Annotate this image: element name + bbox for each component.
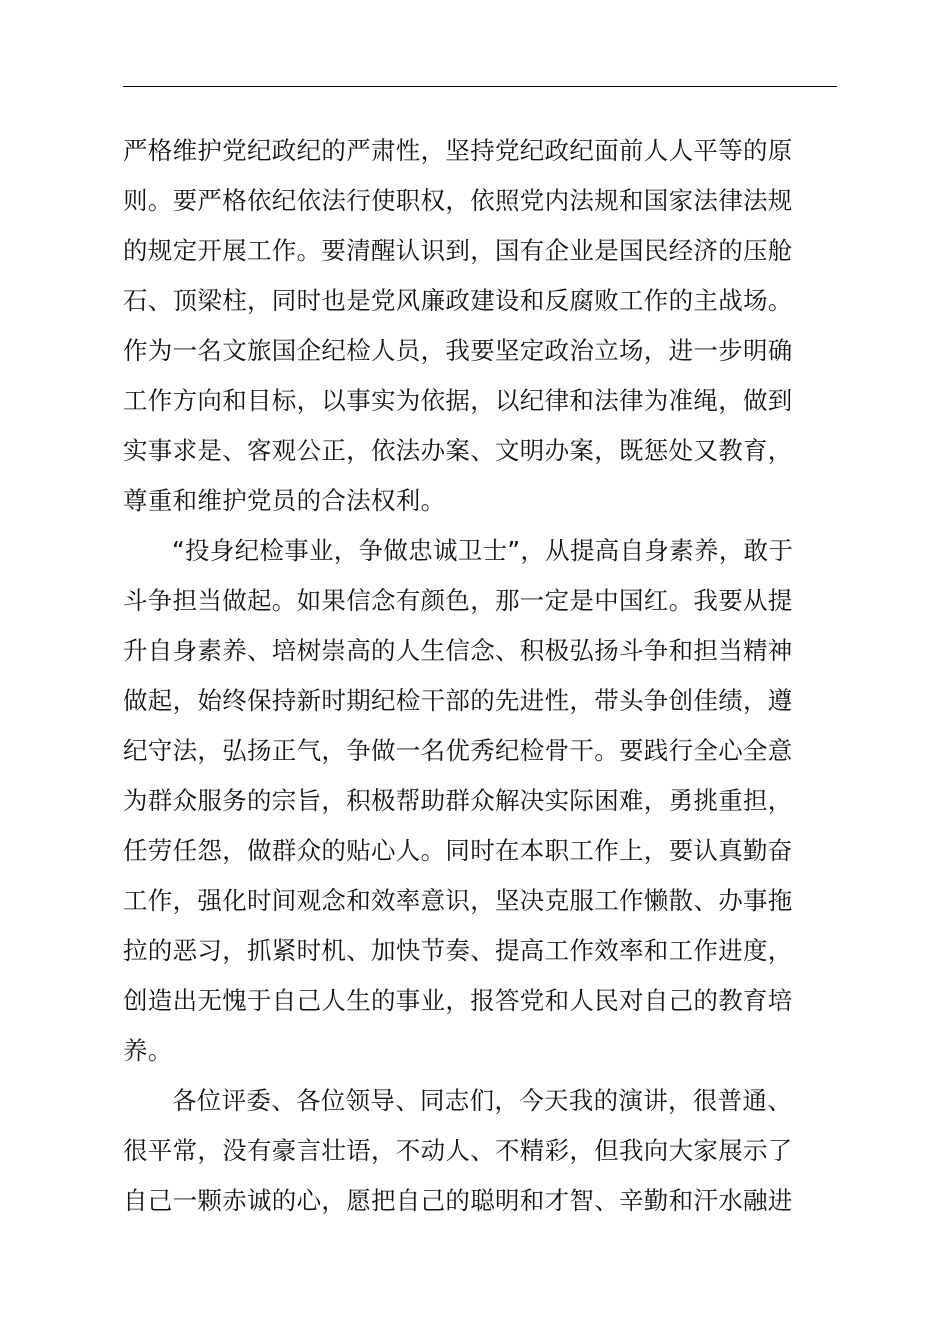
text-line: 纪守法，弘扬正气，争做一名优秀纪检骨干。要践行全心全意 [123, 736, 793, 765]
text-line-first: 各位评委、各位领导、同志们，今天我的演讲，很普通、 [172, 1086, 792, 1115]
text-line: 创造出无愧于自己人生的事业，报答党和人民对自己的教育培 [123, 986, 793, 1015]
text-line: 则。要严格依纪依法行使职权，依照党内法规和国家法律法规 [123, 186, 793, 215]
document-body [123, 126, 839, 1226]
header-rule [123, 86, 837, 87]
text-line: 养。 [123, 1036, 173, 1065]
text-line: 自己一颗赤诚的心，愿把自己的聪明和才智、辛勤和汗水融进 [123, 1186, 793, 1215]
text-line: 为群众服务的宗旨，积极帮助群众解决实际困难，勇挑重担， [123, 786, 793, 815]
paragraph-3 [123, 1076, 839, 1226]
text-line: 作为一名文旅国企纪检人员，我要坚定政治立场，进一步明确 [123, 336, 793, 365]
text-line: 工作，强化时间观念和效率意识，坚决克服工作懒散、办事拖 [123, 886, 793, 915]
paragraph-2 [123, 526, 839, 1076]
text-line: 任劳任怨，做群众的贴心人。同时在本职工作上，要认真勤奋 [123, 836, 793, 865]
text-line: 尊重和维护党员的合法权利。 [123, 486, 446, 515]
text-line: 工作方向和目标，以事实为依据，以纪律和法律为准绳，做到 [123, 386, 793, 415]
text-line-first: “投身纪检事业，争做忠诚卫士”，从提高自身素养，敢于 [172, 536, 794, 565]
text-line: 的规定开展工作。要清醒认识到，国有企业是国民经济的压舱 [123, 236, 793, 265]
text-line: 做起，始终保持新时期纪检干部的先进性，带头争创佳绩，遵 [123, 686, 793, 715]
text-line: 很平常，没有豪言壮语，不动人、不精彩，但我向大家展示了 [123, 1136, 793, 1165]
paragraph-1 [123, 126, 839, 526]
text-line: 严格维护党纪政纪的严肃性，坚持党纪政纪面前人人平等的原 [123, 136, 793, 165]
text-line: 石、顶梁柱，同时也是党风廉政建设和反腐败工作的主战场。 [123, 286, 793, 315]
text-line: 拉的恶习，抓紧时机、加快节奏、提高工作效率和工作进度， [123, 936, 793, 965]
text-line: 斗争担当做起。如果信念有颜色，那一定是中国红。我要从提 [123, 586, 793, 615]
text-line: 升自身素养、培树崇高的人生信念、积极弘扬斗争和担当精神 [123, 636, 793, 665]
text-line: 实事求是、客观公正，依法办案、文明办案，既惩处又教育， [123, 436, 793, 465]
